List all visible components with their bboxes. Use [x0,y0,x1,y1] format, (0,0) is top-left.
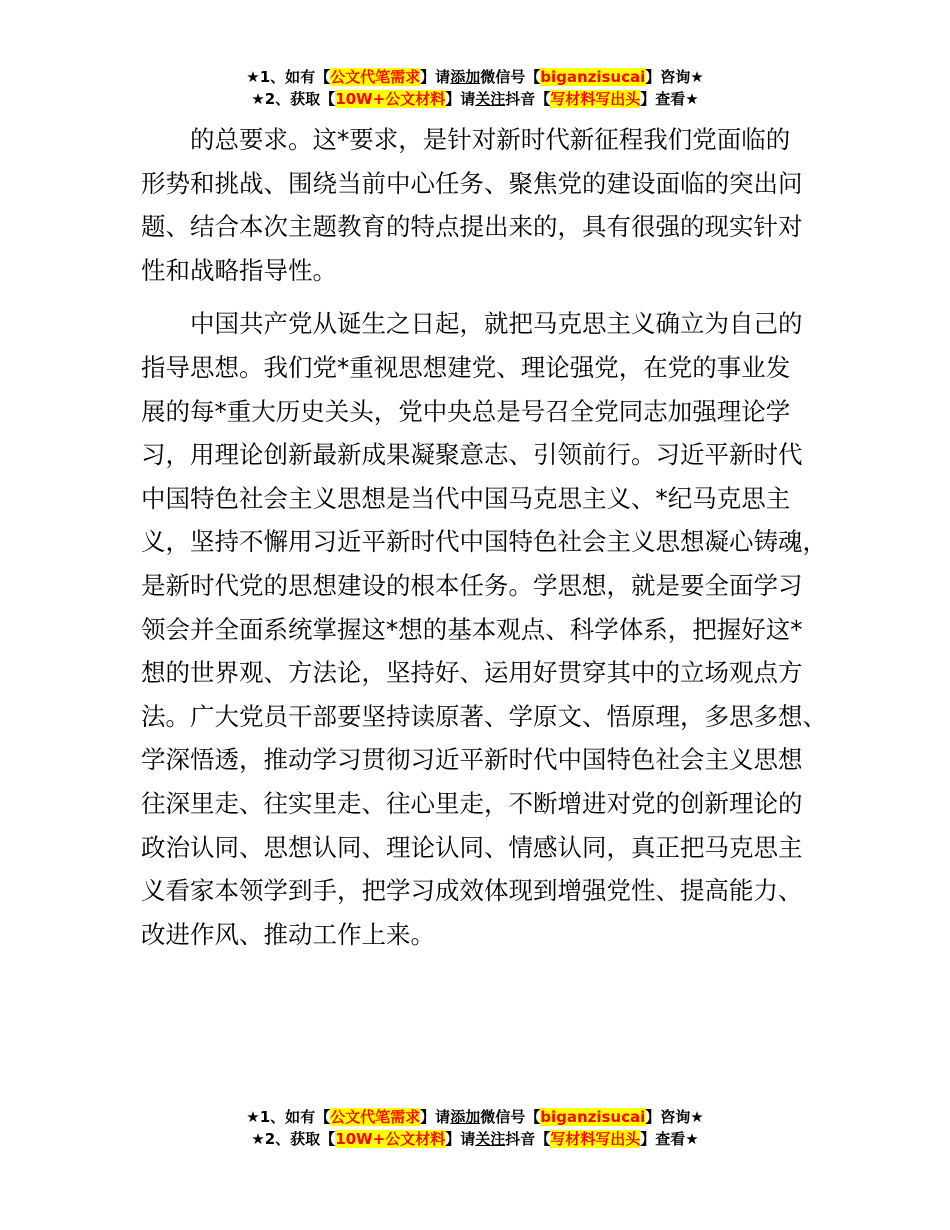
paragraph-2 [141,302,833,956]
footer-line-2-text: 】请 [445,1130,476,1148]
footer-line-2 [0,1128,950,1150]
paragraph-line: 改进作风、推动工作上来。 [141,919,435,949]
paragraph-line: 中国特色社会主义思想是当代中国马克思主义、*纪马克思主 [141,483,791,513]
paragraph-line: 的总要求。这*要求，是针对新时代新征程我们党面临的 [190,125,791,154]
paragraph-line: 习，用理论创新最新成果凝聚意志、引领前行。习近平新时代 [141,440,803,470]
header-underline-add: 添加 [450,68,481,86]
footer-highlight-douyin: 写材料写出头 [550,1130,641,1148]
header-line-1-suffix: 】咨询★ [645,68,704,86]
paragraph-line: 义看家本领学到手，把学习成效体现到增强党性、提高能力、 [141,876,803,906]
paragraph-line: 中国共产党从诞生之日起，就把马克思主义确立为自己的 [190,309,803,339]
paragraph-1 [141,118,833,292]
footer-line-1-text: 】请 [420,1108,451,1126]
footer-line-1-suffix: 】咨询★ [645,1108,704,1126]
header-line-2-text-2: 抖音【 [505,90,551,108]
paragraph-line: 形势和挑战、围绕当前中心任务、聚焦党的建设面临的突出问 [141,168,803,198]
paragraph-line: 性和战略指导性。 [141,255,337,285]
paragraph-line: 展的每*重大历史关头，党中央总是号召全党同志加强理论学 [141,396,791,426]
header-line-2-suffix: 】查看★ [640,90,699,108]
paragraph-line: 指导思想。我们党*重视思想建党、理论强党，在党的事业发 [141,352,791,382]
header-highlight-materials: 10W+公文材料 [335,90,446,108]
header-line-1-text-2: 微信号【 [480,68,541,86]
footer-highlight-materials: 10W+公文材料 [335,1130,446,1148]
header-highlight-service: 公文代笔需求 [330,68,421,86]
paragraph-line: 是新时代党的思想建设的根本任务。学思想，就是要全面学习 [141,570,803,600]
paragraph-line: 政治认同、思想认同、理论认同、情感认同，真正把马克思主 [141,832,803,862]
paragraph-line: 领会并全面系统掌握这*想的基本观点、科学体系，把握好这* [141,614,803,644]
footer-underline-follow: 关注 [475,1130,506,1148]
paragraph-line: 学深悟透，推动学习贯彻习近平新时代中国特色社会主义思想 [141,745,803,775]
header-line-2-text: 】请 [445,90,476,108]
footer-line-1-prefix: ★1、如有【 [246,1108,331,1126]
header-banner [0,66,950,110]
paragraph-line: 题、结合本次主题教育的特点提出来的，具有很强的现实针对 [141,212,803,242]
paragraph-line: 法。广大党员干部要坚持读原著、学原文、悟原理，多思多想、 [141,701,827,731]
footer-line-2-prefix: ★2、获取【 [251,1130,336,1148]
header-line-1-prefix: ★1、如有【 [246,68,331,86]
footer-highlight-wechat-id: biganzisucai [540,1108,646,1126]
header-line-1 [0,66,950,88]
paragraph-line: 想的世界观、方法论，坚持好、运用好贯穿其中的立场观点方 [141,658,803,688]
header-highlight-wechat-id: biganzisucai [540,68,646,86]
header-underline-follow: 关注 [475,90,506,108]
paragraph-line: 往深里走、往实里走、往心里走，不断增进对党的创新理论的 [141,788,803,818]
footer-line-1 [0,1106,950,1128]
footer-banner [0,1106,950,1150]
footer-line-2-suffix: 】查看★ [640,1130,699,1148]
paragraph-line: 义，坚持不懈用习近平新时代中国特色社会主义思想凝心铸魂， [141,527,827,557]
header-line-2-prefix: ★2、获取【 [251,90,336,108]
header-line-2 [0,88,950,110]
header-highlight-douyin: 写材料写出头 [550,90,641,108]
footer-highlight-service: 公文代笔需求 [330,1108,421,1126]
header-line-1-text: 】请 [420,68,451,86]
footer-line-1-text-2: 微信号【 [480,1108,541,1126]
footer-line-2-text-2: 抖音【 [505,1130,551,1148]
document-body [141,118,833,956]
footer-underline-add: 添加 [450,1108,481,1126]
